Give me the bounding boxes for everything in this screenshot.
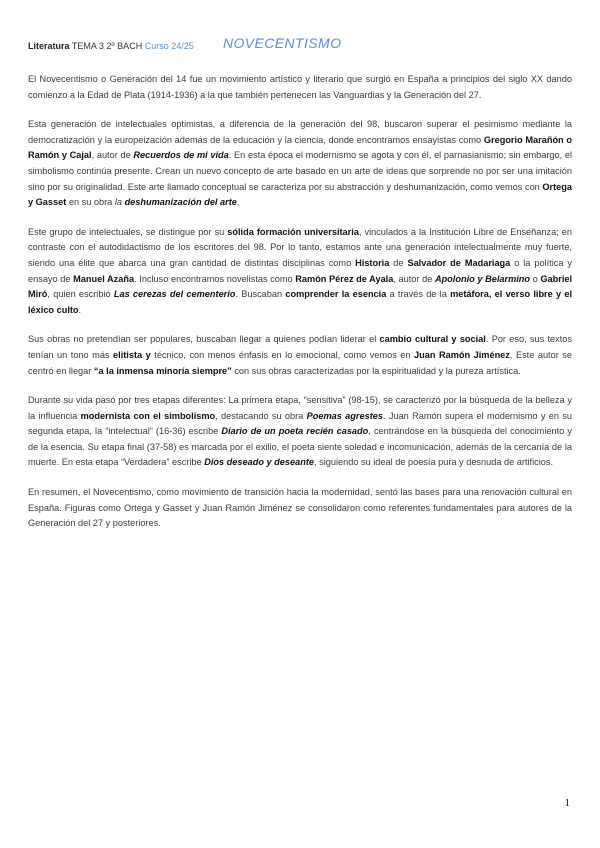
work-title: Recuerdos de mi vida <box>133 150 229 161</box>
course-label: Curso 24/25 <box>144 41 194 51</box>
paragraph-works <box>28 332 572 379</box>
bold-run: “a la inmensa minoría siempre” <box>93 365 232 376</box>
bold-run: Gregorio Marañón o Ramón y Cajal <box>28 134 572 161</box>
bold-run: elitista y <box>113 349 151 360</box>
text-run: Esta generación de intelectuales optimistas, a diferencia de la generación del 98, buscaron superar el pesimismo mediante la democratización y la europeización además de la educación y la ciencia, donde encontramos ensayistas como <box>28 119 572 145</box>
text-run: o la política y ensayo de <box>28 257 572 284</box>
text-run: , destacando su obra <box>215 410 307 421</box>
text-run: , autor de <box>91 150 134 161</box>
text-run: de <box>389 257 408 268</box>
italic-run: la <box>114 197 122 208</box>
bold-run: Manuel Azaña <box>73 273 135 284</box>
text-run: Durante su vida pasó por tres etapas diferentes: La primera etapa, “sensitiva” (98-15), se caracterizó por la búsqueda de la belleza y la influencia <box>28 395 572 421</box>
text-run: Este grupo de intelectuales, se distingue por su <box>28 226 228 237</box>
paragraph-intellectuals <box>28 225 572 319</box>
subject-label: Literatura <box>28 41 70 51</box>
bold-run: Salvador de Madariaga <box>407 257 511 268</box>
bold-run: Historia <box>355 257 390 268</box>
text-run: . Incluso encontramos novelistas como <box>134 273 296 284</box>
bold-run: Ortega y Gasset <box>28 181 572 208</box>
page-number: 1 <box>564 797 570 809</box>
text-run: . Buscaban <box>235 289 286 300</box>
text-run: Sus obras no pretendían ser populares, buscaban llegar a quienes podían liderar el <box>28 334 380 345</box>
text-run: , vinculados a la Institución Libre de Enseñanza; en contraste con el autodidactismo de los escritores del 98. Por lo tanto, estamos ante una generación intelectualmente muy fuerte, siendo una élite que abarca una gran cantidad de distintas disciplinas como <box>28 226 572 268</box>
page-header <box>28 35 342 52</box>
text-run: a través de la <box>386 289 451 300</box>
text-run: técnico, con menos énfasis en lo emocional, como vemos en <box>150 349 415 360</box>
work-title: Poemas agrestes <box>306 410 383 421</box>
bold-run: comprender la esencia <box>285 289 387 300</box>
document-body <box>28 72 572 546</box>
text-run: El Novecentismo o Generación del 14 fue un movimiento artístico y literario que surgió en España a principios del siglo XX dando comienzo a la Edad de Plata (1914-1936) a la que también pertenecen las Vanguardias y la Generación del 27. <box>28 74 572 100</box>
text-run: . Juan Ramón supera el modernismo y en su segunda etapa, la “intelectual” (16-36) escribe <box>28 410 572 437</box>
text-run: con sus obras caracterizadas por la espiritualidad y la pureza artística. <box>231 365 521 376</box>
text-run: . <box>78 304 82 315</box>
level-label: 2º BACH <box>106 41 143 51</box>
text-run: En resumen, el Novecentismo, como movimiento de transición hacia la modernidad, sentó las bases para una renovación cultural en España. Figuras como Ortega y Gasset y Juan Ramón Jiménez se consolidaron como referentes fundamentales para autores de la Generación del 27 y posteriores. <box>28 487 572 529</box>
bold-run: Juan Ramón Jiménez <box>414 349 510 360</box>
paragraph-intro <box>28 72 572 103</box>
work-title: deshumanización del arte <box>124 197 237 208</box>
text-run: . Este autor se centró en llegar <box>28 349 572 376</box>
page-title: NOVECENTISMO <box>223 35 342 51</box>
text-run: . Por eso, sus textos tenían un tono más <box>28 334 572 360</box>
bold-run: sólida formación universitaria <box>227 226 359 237</box>
text-run: , centrándose en la búsqueda del conocimiento y de la esencia. Su etapa final (37-58) es marcada por el exilio, el poeta siente soledad e incomunicación, además de la cercanía de la muerte. En esta etapa “Verdadera” escribe <box>28 426 572 468</box>
text-run: , quien escribió <box>47 289 114 300</box>
work-title: Dios deseado y deseante <box>204 457 314 468</box>
bold-run: Gabriel Miró <box>28 273 573 300</box>
text-run: , siguiendo su ideal de poesía pura y desnuda de artificios. <box>314 457 554 468</box>
paragraph-summary <box>28 485 572 532</box>
paragraph-stages <box>28 393 572 471</box>
text-run: , autor de <box>393 273 435 284</box>
unit-label: TEMA 3 <box>71 41 104 51</box>
bold-run: Ramón Pérez de Ayala <box>295 273 394 284</box>
text-run: o <box>530 273 541 284</box>
bold-run: cambio cultural y social <box>379 334 486 345</box>
bold-run: modernista con el simbolismo <box>80 410 216 421</box>
work-title: Apolonio y Belarmino <box>434 273 531 284</box>
text-run: . <box>236 197 240 208</box>
bold-run: metáfora, el verso libre y el léxico culto <box>28 289 573 315</box>
paragraph-generation <box>28 117 572 211</box>
work-title: Diario de un poeta recién casado <box>221 426 369 437</box>
text-run: . En esta época el modernismo se agota y con él, el parnasianismo; sin embargo, el simbolismo continúa presente. Crean un nuevo concepto de arte basado en un arte de ideas que sorprende no por ser una imitación sino por su originalidad. Este arte llamado conceptual se caracteriza por su abstracción y deshumanización, como vemos con <box>28 150 572 192</box>
text-run: en su obra <box>66 197 115 208</box>
work-title: Las cerezas del cementerio <box>113 289 236 300</box>
